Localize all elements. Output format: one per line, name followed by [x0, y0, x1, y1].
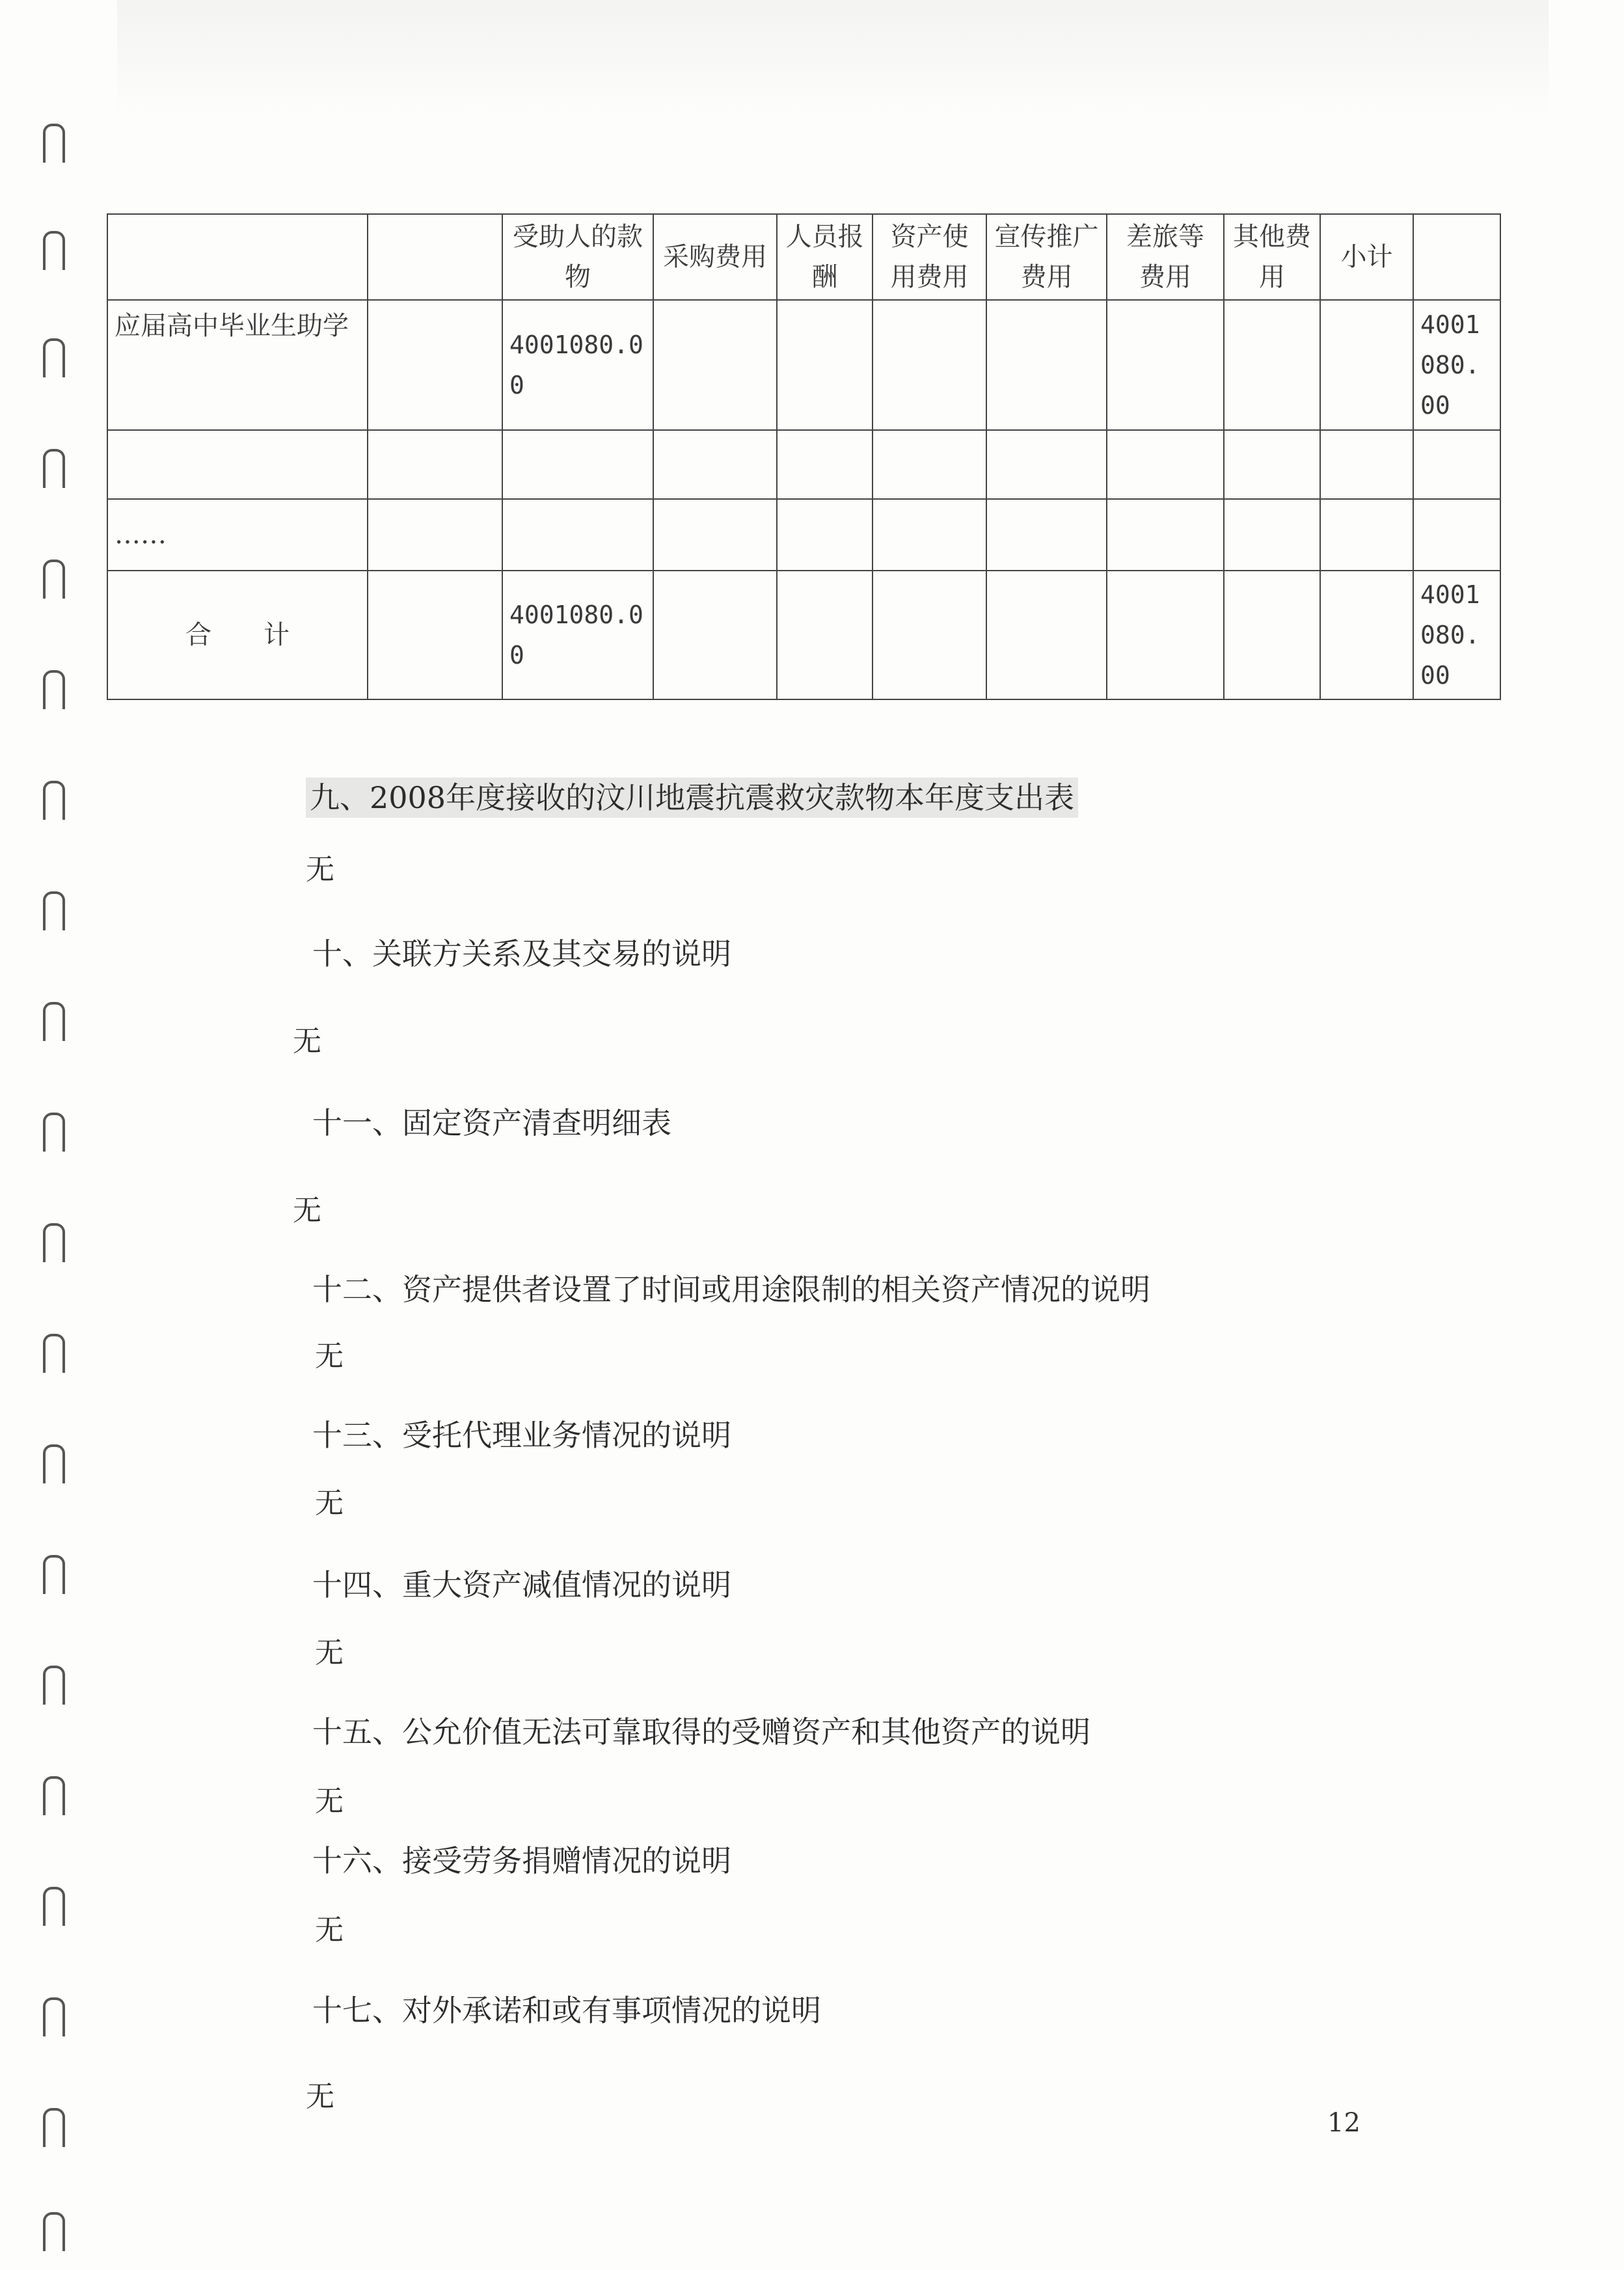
- binding-ring: [43, 1666, 65, 1705]
- table-cell: [653, 430, 777, 499]
- table-cell: [1224, 430, 1320, 499]
- binding-ring: [43, 124, 65, 163]
- binding-ring: [43, 1334, 65, 1373]
- binding-ring: [43, 781, 65, 820]
- table-cell: [1224, 571, 1320, 699]
- header-cell: 采购费用: [653, 214, 777, 300]
- total-cell: 4001080.00: [1413, 571, 1500, 699]
- table-cell: [1224, 499, 1320, 571]
- header-cell: 人员报酬: [777, 214, 873, 300]
- recipient-goods-cell: [502, 499, 653, 571]
- binding-ring: [43, 670, 65, 709]
- table-header-row: [107, 214, 1500, 300]
- total-cell: 4001080.00: [1413, 300, 1500, 430]
- binding-ring: [43, 891, 65, 930]
- binding-ring: [43, 1997, 65, 2036]
- table-cell: [873, 499, 986, 571]
- section-content: 无: [315, 1340, 344, 1373]
- table-cell: [1224, 300, 1320, 430]
- table-cell: [873, 571, 986, 699]
- section-title: 十、关联方关系及其交易的说明: [312, 936, 731, 971]
- section-title: 十七、对外承诺和或有事项情况的说明: [312, 1993, 821, 2028]
- table-cell: [1320, 571, 1413, 699]
- binding-rings: [34, 0, 73, 2270]
- binding-ring: [43, 338, 65, 377]
- section-content: 无: [306, 853, 334, 886]
- section-title: 十五、公允价值无法可靠取得的受赠资产和其他资产的说明: [312, 1714, 1090, 1750]
- table-cell: [986, 499, 1107, 571]
- table-cell: [777, 430, 873, 499]
- table-cell: [368, 300, 502, 430]
- header-cell: [368, 214, 502, 300]
- section-title: 十六、接受劳务捐赠情况的说明: [312, 1843, 731, 1878]
- table-row: [107, 430, 1500, 499]
- project-cell: 应届高中毕业生助学: [107, 300, 368, 430]
- binding-ring: [43, 1887, 65, 1926]
- table-cell: [777, 300, 873, 430]
- section-content: 无: [306, 2080, 334, 2113]
- table-cell: [873, 430, 986, 499]
- section-title: 十三、受托代理业务情况的说明: [312, 1418, 731, 1453]
- total-label-cell: 合 计: [107, 571, 368, 699]
- table-cell: [1320, 430, 1413, 499]
- table-cell: [986, 571, 1107, 699]
- section-title: 十四、重大资产减值情况的说明: [312, 1567, 731, 1602]
- table-cell: [368, 499, 502, 571]
- table-cell: [777, 571, 873, 699]
- section-title: 十一、固定资产清查明细表: [312, 1105, 671, 1141]
- binding-ring: [43, 449, 65, 488]
- binding-ring: [43, 1113, 65, 1152]
- total-cell: [1413, 499, 1500, 571]
- section-content: 无: [315, 1636, 344, 1669]
- table-total-row: [107, 571, 1500, 699]
- section-content: 无: [293, 1194, 321, 1227]
- header-cell: 差旅等费用: [1107, 214, 1224, 300]
- binding-ring: [43, 2212, 65, 2251]
- table-cell: [1107, 430, 1224, 499]
- section-content: 无: [293, 1025, 321, 1058]
- table-cell: [986, 300, 1107, 430]
- binding-ring: [43, 1223, 65, 1262]
- header-cell: 宣传推广费用: [986, 214, 1107, 300]
- table-cell: [653, 499, 777, 571]
- binding-ring: [43, 1444, 65, 1483]
- scan-header-artifact: [117, 0, 1549, 117]
- page-number: 12: [1327, 2108, 1360, 2138]
- table-cell: [777, 499, 873, 571]
- table-row: [107, 300, 1500, 430]
- table-cell: [368, 430, 502, 499]
- binding-ring: [43, 231, 65, 270]
- header-cell: [107, 214, 368, 300]
- table-cell: [986, 430, 1107, 499]
- total-cell: [1413, 430, 1500, 499]
- section-title: 十二、资产提供者设置了时间或用途限制的相关资产情况的说明: [312, 1272, 1150, 1307]
- table-row: [107, 499, 1500, 571]
- table-cell: [1320, 300, 1413, 430]
- header-cell: 小计: [1320, 214, 1413, 300]
- section-title: [306, 774, 1078, 817]
- recipient-goods-cell: 4001080.00: [502, 571, 653, 699]
- table-cell: [653, 571, 777, 699]
- table-cell: [873, 300, 986, 430]
- binding-ring: [43, 1555, 65, 1594]
- binding-ring: [43, 1002, 65, 1041]
- table-cell: [368, 571, 502, 699]
- binding-ring: [43, 2108, 65, 2147]
- binding-ring: [43, 1776, 65, 1815]
- header-cell: [1413, 214, 1500, 300]
- section-content: 无: [315, 1487, 344, 1520]
- binding-ring: [43, 560, 65, 599]
- table-cell: [1107, 499, 1224, 571]
- header-cell: 受助人的款物: [502, 214, 653, 300]
- project-cell: [107, 430, 368, 499]
- table-cell: [1107, 300, 1224, 430]
- recipient-goods-cell: [502, 430, 653, 499]
- project-cell: ……: [107, 499, 368, 571]
- section-content: 无: [315, 1913, 344, 1947]
- table-cell: [653, 300, 777, 430]
- expense-table: [107, 213, 1501, 700]
- section-title-text: 九、2008年度接收的汶川地震抗震救灾款物本年度支出表: [306, 777, 1078, 818]
- recipient-goods-cell: 4001080.00: [502, 300, 653, 430]
- table-cell: [1320, 499, 1413, 571]
- header-cell: 资产使用费用: [873, 214, 986, 300]
- section-content: 无: [315, 1785, 344, 1818]
- table-cell: [1107, 571, 1224, 699]
- header-cell: 其他费用: [1224, 214, 1320, 300]
